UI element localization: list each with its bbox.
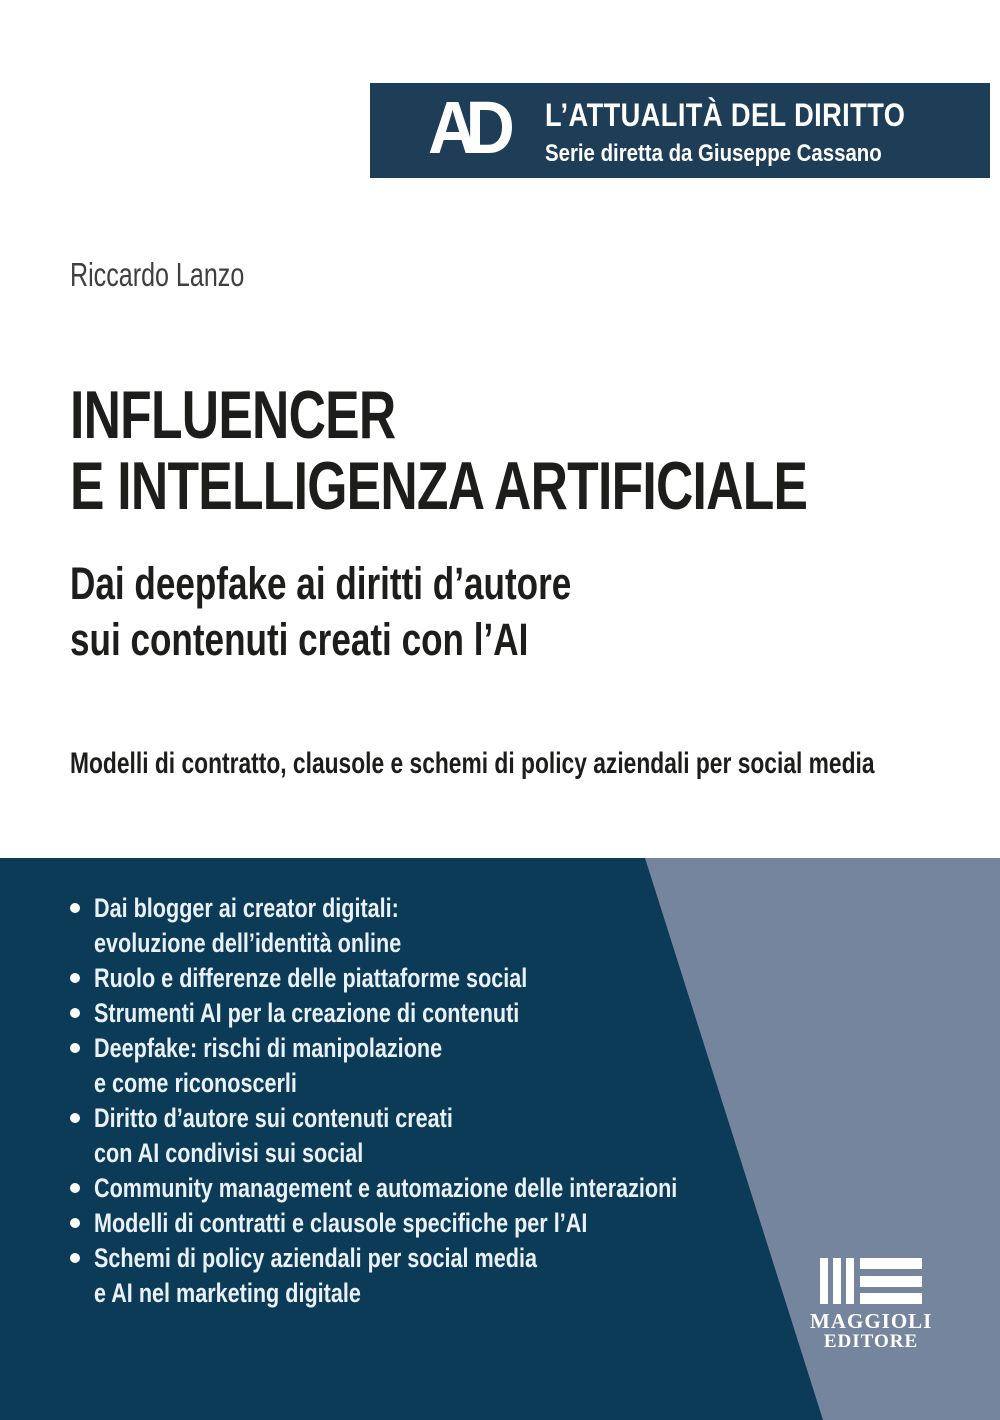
book-title-line2: E INTELLIGENZA ARTIFICIALE xyxy=(70,448,808,524)
series-text-block xyxy=(545,97,969,168)
list-item-text: Strumenti AI per la creazione di contenuti xyxy=(94,998,520,1028)
ad-series-logo-icon: AD xyxy=(428,86,504,169)
monogram-vertical-bars xyxy=(820,1258,854,1304)
bullet-icon xyxy=(70,1218,80,1228)
list-item-text: Deepfake: rischi di manipolazione xyxy=(94,1033,443,1063)
book-subtitle-line1: Dai deepfake ai diritti d’autore xyxy=(70,558,572,609)
list-item-text: Ruolo e differenze delle piattaforme social xyxy=(94,963,528,993)
publisher-name: MAGGIOLI xyxy=(810,1309,933,1333)
highlights-list xyxy=(70,891,823,1311)
bullet-icon xyxy=(70,1183,80,1193)
list-item xyxy=(70,1241,823,1311)
list-item-text: con AI condivisi sui social xyxy=(94,1138,364,1168)
list-item xyxy=(70,996,823,1031)
book-subtitle-line2: sui contenuti creati con l’AI xyxy=(70,614,529,665)
list-item-text: Community management e automazione delle interazioni xyxy=(94,1173,678,1203)
book-subtitle xyxy=(70,556,713,668)
series-subtitle: Serie diretta da Giuseppe Cassano xyxy=(545,140,882,167)
list-item-text: Schemi di policy aziendali per social media xyxy=(94,1243,537,1273)
list-item xyxy=(70,1206,823,1241)
bullet-icon xyxy=(70,1043,80,1053)
author-name: Riccardo Lanzo xyxy=(70,256,245,293)
bullet-icon xyxy=(70,1113,80,1123)
monogram-horizontal-bars xyxy=(860,1258,922,1304)
list-item-text: Modelli di contratti e clausole specifiche per l’AI xyxy=(94,1208,588,1238)
list-item xyxy=(70,891,823,961)
list-item-text: Dai blogger ai creator digitali: xyxy=(94,893,399,923)
bullet-icon xyxy=(70,1008,80,1018)
list-item xyxy=(70,1031,823,1101)
bottom-band xyxy=(0,858,1000,1420)
list-item-text: e AI nel marketing digitale xyxy=(94,1278,361,1308)
book-title-line1: INFLUENCER xyxy=(70,377,396,453)
list-item-text: evoluzione dell’identità online xyxy=(94,928,402,958)
publisher-logo xyxy=(810,1258,932,1352)
bullet-icon xyxy=(70,973,80,983)
series-banner xyxy=(370,83,990,178)
book-title xyxy=(70,377,1000,524)
book-tagline: Modelli di contratto, clausole e schemi di policy aziendali per social media xyxy=(70,747,875,780)
bullet-icon xyxy=(70,1253,80,1263)
list-item xyxy=(70,1171,823,1206)
list-item-text: Diritto d’autore sui contenuti creati xyxy=(94,1103,453,1133)
maggioli-monogram-icon xyxy=(810,1258,932,1304)
series-title: L’ATTUALITÀ DEL DIRITTO xyxy=(545,97,906,133)
bullet-icon xyxy=(70,903,80,913)
list-item-text: e come riconoscerli xyxy=(94,1068,297,1098)
publisher-name-line2: EDITORE xyxy=(823,1331,919,1352)
list-item xyxy=(70,961,823,996)
list-item xyxy=(70,1101,823,1171)
